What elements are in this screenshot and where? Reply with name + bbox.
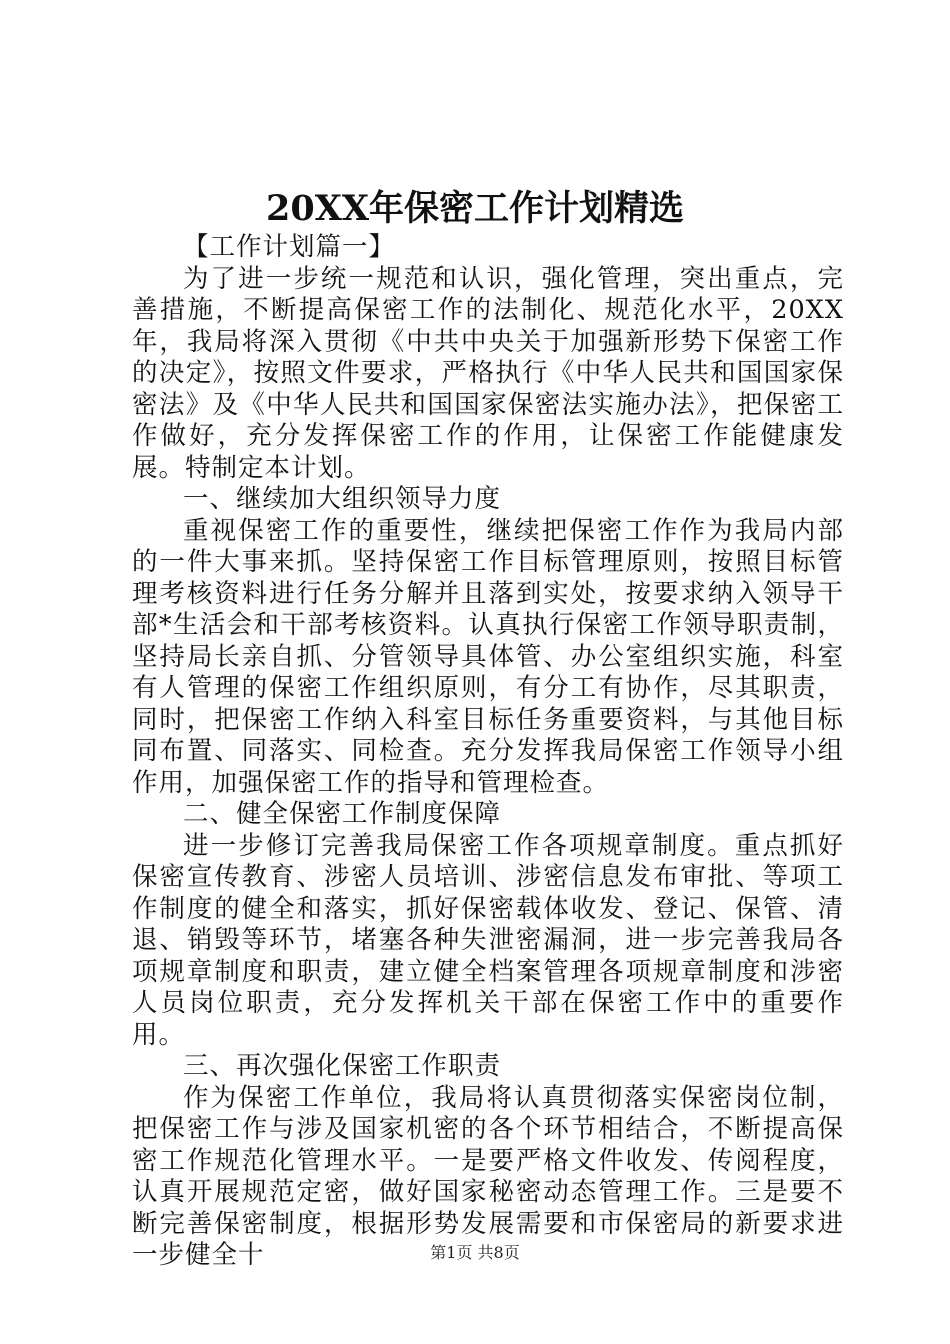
system-paragraph: 进一步修订完善我局保密工作各项规章制度。重点抓好保密宣传教育、涉密人员培训、涉密信息发布审批、等项工作制度的健全和落实，抓好保密载体收发、登记、保管、清退、销毁等环节，堵塞各种失泄密漏洞，进一步完善我局各项规章制度和职责，建立健全档案管理各项规章制度和涉密人员岗位职责，充分发挥机关干部在保密工作中的重要作用。	[132, 830, 844, 1050]
responsibility-paragraph: 作为保密工作单位，我局将认真贯彻落实保密岗位制，把保密工作与涉及国家机密的各个环节相结合，不断提高保密工作规范化管理水平。一是要严格文件收发、传阅程度，认真开展规范定密，做好国家秘密动态管理工作。三是要不断完善保密制度，根据形势发展需要和市保密局的新要求进一步健全十	[132, 1082, 844, 1270]
section-heading-system: 二、健全保密工作制度保障	[183, 799, 502, 829]
section-heading-leadership: 一、继续加大组织领导力度	[183, 484, 502, 514]
document-body	[132, 232, 844, 1272]
section-heading-responsibility: 三、再次强化保密工作职责	[183, 1051, 502, 1081]
section-heading-plan-one: 【工作计划篇一】	[183, 232, 396, 262]
document-title: 20XX年保密工作计划精选	[265, 188, 685, 229]
leadership-paragraph: 重视保密工作的重要性，继续把保密工作作为我局内部的一件大事来抓。坚持保密工作目标管理原则，按照目标管理考核资料进行任务分解并且落到实处，按要求纳入领导干部*生活会和干部考核资料。认真执行保密工作领导职责制，坚持局长亲自抓、分管领导具体管、办公室组织实施，科室有人管理的保密工作组织原则，有分工有协作，尽其职责，同时，把保密工作纳入科室目标任务重要资料，与其他目标同布置、同落实、同检查。充分发挥我局保密工作领导小组作用，加强保密工作的指导和管理检查。	[132, 515, 844, 798]
page-footer: 第1页 共8页	[430, 1243, 520, 1262]
intro-paragraph: 为了进一步统一规范和认识，强化管理，突出重点，完善措施，不断提高保密工作的法制化、规范化水平，20XX年，我局将深入贯彻《中共中央关于加强新形势下保密工作的决定》，按照文件要求，严格执行《中华人民共和国国家保密法》及《中华人民共和国国家保密法实施办法》，把保密工作做好，充分发挥保密工作的作用，让保密工作能健康发展。特制定本计划。	[132, 263, 844, 483]
